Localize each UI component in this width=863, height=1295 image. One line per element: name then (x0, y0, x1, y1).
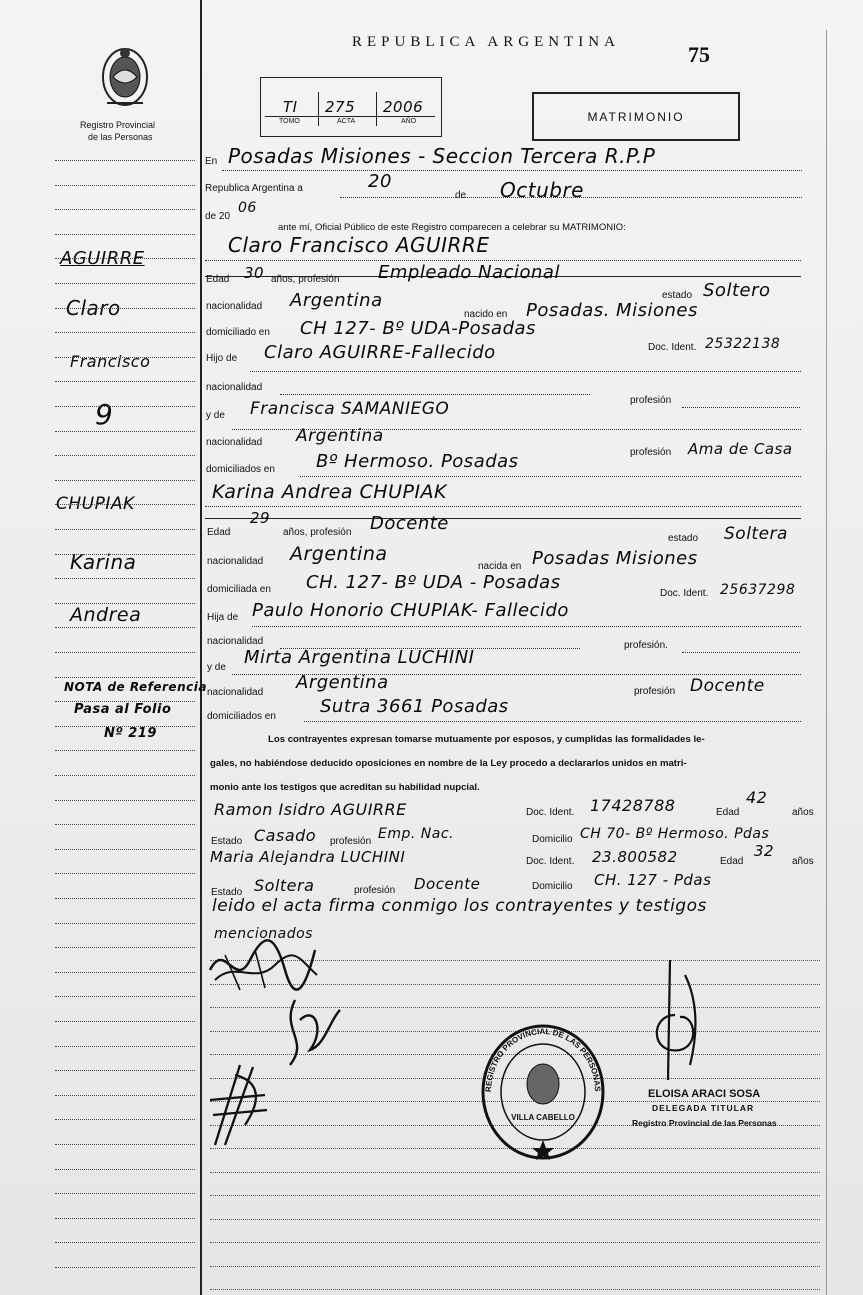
margin-dotted-rule (55, 1144, 195, 1145)
anio-label: AÑO (401, 118, 417, 125)
margin-dotted-rule (55, 160, 195, 161)
margin-note-line1: NOTA de Referencia (64, 680, 207, 694)
groom-father-prof-rule (682, 407, 800, 408)
margin-dotted-rule (55, 775, 195, 776)
witness2-profession: Docente (414, 875, 481, 893)
officer-name: ELOISA ARACI SOSA (648, 1088, 761, 1100)
bride-yde-label: y de (207, 662, 226, 673)
margin-dotted-rule (55, 677, 195, 678)
margin-dotted-rule (55, 480, 195, 481)
margin-rule (200, 0, 202, 1295)
witness2-doc: 23.800582 (592, 848, 678, 866)
witness1-age: 42 (746, 788, 768, 807)
tomo-value: TI (283, 98, 298, 116)
bottom-dotted-rule (210, 1195, 820, 1196)
bottom-dotted-rule (210, 1289, 820, 1290)
bride-domiciliada-label: domiciliada en (207, 584, 271, 595)
groom-father-rule (250, 371, 801, 372)
groom-address: CH 127- Bº UDA-Posadas (300, 318, 536, 339)
witness2-age: 32 (754, 842, 775, 860)
groom-age: 30 (244, 264, 265, 282)
groom-father-nat-label: nacionalidad (206, 382, 263, 393)
year-suffix: 06 (238, 200, 257, 216)
witness1-civil-status: Casado (254, 826, 317, 845)
officer-title: DELEGADA TITULAR (652, 1103, 755, 1113)
bride-age: 29 (250, 509, 271, 527)
bride-father-nat-label: nacionalidad (207, 636, 264, 647)
margin-dotted-rule (55, 357, 195, 358)
de-label: de (455, 190, 467, 201)
margin-dotted-rule (55, 1242, 195, 1243)
witness1-anos-label: años (792, 807, 814, 818)
official-seal (480, 1022, 606, 1162)
groom-nacionalidad-label: nacionalidad (206, 301, 263, 312)
margin-dotted-rule (55, 652, 195, 653)
bride-father-prof-rule (682, 652, 800, 653)
witness2-estado-label: Estado (211, 887, 243, 898)
witness1-doc: 17428788 (590, 796, 676, 815)
margin-dotted-rule (55, 1267, 195, 1268)
bride-mother-nationality: Argentina (296, 672, 389, 693)
margin-dotted-rule (55, 504, 195, 505)
margin-dotted-rule (55, 185, 195, 186)
witness2-address: CH. 127 - Pdas (594, 871, 712, 889)
margin-bride-name1: Karina (70, 550, 137, 574)
groom-birthplace: Posadas. Misiones (526, 300, 698, 321)
bride-mother-nat-label: nacionalidad (207, 687, 264, 698)
bride-nacionalidad-label: nacionalidad (207, 556, 264, 567)
groom-full-name: Claro Francisco AGUIRRE (228, 233, 490, 257)
bride-edad-label: Edad (207, 527, 231, 538)
margin-dotted-rule (55, 234, 195, 235)
margin-dotted-rule (55, 529, 195, 530)
bride-mother: Mirta Argentina LUCHINI (244, 647, 475, 668)
witness1-estado-label: Estado (211, 836, 243, 847)
margin-bride-name2: Andrea (70, 604, 142, 626)
seal-center-text: VILLA CABELLO (511, 1113, 575, 1122)
margin-dotted-rule (55, 824, 195, 825)
margin-groom-name2: Francisco (70, 352, 151, 371)
bride-full-name: Karina Andrea CHUPIAK (212, 481, 448, 503)
groom-father: Claro AGUIRRE-Fallecido (264, 342, 496, 363)
margin-dotted-rule (55, 1218, 195, 1219)
closing-line1: leido el acta firma conmigo los contrayentes y testigos (212, 896, 707, 916)
bottom-dotted-rule (210, 1242, 820, 1243)
declaration-line3: monio ante los testigos que acreditan su habilidad nupcial. (210, 782, 480, 793)
witness2-name: Maria Alejandra LUCHINI (210, 848, 406, 866)
margin-dotted-rule (55, 406, 195, 407)
margin-dotted-rule (55, 996, 195, 997)
en-label: En (205, 156, 218, 167)
acta-label: ACTA (337, 118, 356, 125)
margin-groom-surname: AGUIRRE (60, 248, 145, 269)
witness2-domicilio-label: Domicilio (532, 881, 573, 892)
witness1-domicilio-label: Domicilio (532, 834, 573, 845)
bottom-dotted-rule (210, 1266, 820, 1267)
groom-hijo-label: Hijo de (206, 353, 238, 364)
tomo-acta-anio-box (260, 77, 442, 137)
margin-dotted-rule (55, 258, 195, 259)
margin-dotted-rule (55, 209, 195, 210)
margin-dotted-rule (55, 455, 195, 456)
margin-dotted-rule (55, 923, 195, 924)
witness1-name: Ramon Isidro AGUIRRE (214, 800, 407, 819)
margin-dotted-rule (55, 947, 195, 948)
bride-mother-profession: Docente (690, 676, 765, 696)
margin-dotted-rule (55, 1119, 195, 1120)
bride-doc-label: Doc. Ident. (660, 588, 709, 599)
groom-nacido-label: nacido en (464, 309, 508, 320)
margin-dotted-rule (55, 283, 195, 284)
groom-mother-nat-label: nacionalidad (206, 437, 263, 448)
groom-estado-label: estado (662, 290, 693, 301)
bride-nacida-label: nacida en (478, 561, 522, 572)
margin-dotted-rule (55, 1095, 195, 1096)
margin-note-line2: Pasa al Folio (74, 702, 172, 717)
margin-dotted-rule (55, 1070, 195, 1071)
bride-father-prof-label: profesión. (624, 640, 668, 651)
bride-mother-prof-label: profesión (634, 686, 676, 697)
month-value: Octubre (500, 178, 584, 202)
margin-dotted-rule (55, 431, 195, 432)
groom-name-rule (205, 260, 801, 261)
groom-profession: Empleado Nacional (378, 262, 560, 283)
box-baseline (265, 116, 435, 117)
groom-mother-profession: Ama de Casa (688, 440, 793, 458)
bottom-dotted-rule (210, 1172, 820, 1173)
act-type-label: MATRIMONIO (587, 110, 685, 124)
date-rule (340, 197, 802, 198)
margin-dotted-rule (55, 308, 195, 309)
page-number: 75 (688, 42, 710, 67)
signature-bride (270, 990, 350, 1070)
anio-value: 2006 (383, 98, 424, 116)
margin-dotted-rule (55, 800, 195, 801)
bride-father-rule (252, 626, 801, 627)
header-title: REPUBLICA ARGENTINA (352, 34, 620, 50)
bride-name-rule (205, 506, 801, 507)
statement: ante mí, Oficial Público de este Registro comparecen a celebrar su MATRIMONIO: (278, 222, 626, 233)
signature-witness (205, 1055, 275, 1150)
declaration-line1: Los contrayentes expresan tomarse mutuamente por esposos, y cumplidas las formalidades le- (268, 734, 705, 745)
margin-dotted-rule (55, 972, 195, 973)
witness1-profesion-label: profesión (330, 836, 372, 847)
acta-divider (376, 92, 377, 126)
bottom-dotted-rule (210, 1219, 820, 1220)
margin-dotted-rule (55, 381, 195, 382)
bride-parents-address: Sutra 3661 Posadas (320, 696, 509, 717)
republica-label: Republica Argentina a (205, 183, 303, 194)
margin-dotted-rule (55, 701, 195, 702)
seal-ring-text: REGISTRO PROVINCIAL DE LAS PERSONAS (483, 1026, 603, 1093)
registry-line2: de las Personas (88, 132, 153, 142)
witness2-doc-label: Doc. Ident. (526, 856, 575, 867)
witness2-anos-label: años (792, 856, 814, 867)
bride-anos-profesion-label: años, profesión (283, 527, 352, 538)
margin-dotted-rule (55, 554, 195, 555)
margin-dotted-rule (55, 627, 195, 628)
groom-parents-dom-label: domiciliados en (206, 464, 275, 475)
margin-dotted-rule (55, 1193, 195, 1194)
groom-domiciliado-label: domiciliado en (206, 327, 270, 338)
page-right-edge (826, 30, 827, 1295)
place-value: Posadas Misiones - Seccion Tercera R.P.P (228, 144, 656, 168)
groom-father-nat-rule (280, 394, 590, 395)
groom-doc: 25322138 (705, 336, 781, 352)
margin-bride-surname: CHUPIAK (56, 494, 135, 514)
officer-office: Registro Provincial de las Personas (632, 1118, 777, 1128)
groom-mother-prof-label: profesión (630, 447, 672, 458)
bride-parents-dom-label: domiciliados en (207, 711, 276, 722)
margin-dotted-rule (55, 1046, 195, 1047)
bride-civil-status: Soltera (724, 524, 788, 544)
declaration-line2: gales, no habiéndose deducido oposiciones en nombre de la Ley procedo a declararlos unidos en matri- (210, 758, 687, 769)
signature-officer (640, 955, 710, 1085)
margin-dotted-rule (55, 726, 195, 727)
witness2-edad-label: Edad (720, 856, 744, 867)
bride-profession: Docente (370, 513, 449, 534)
margin-dotted-rule (55, 603, 195, 604)
bride-father: Paulo Honorio CHUPIAK- Fallecido (252, 600, 569, 621)
groom-parents-address: Bº Hermoso. Posadas (316, 451, 519, 472)
bride-birthplace: Posadas Misiones (532, 548, 698, 569)
margin-dotted-rule (55, 1169, 195, 1170)
margin-dotted-rule (55, 898, 195, 899)
witness2-civil-status: Soltera (254, 876, 315, 895)
witness1-profession: Emp. Nac. (378, 826, 454, 842)
groom-anos-profesion-label: años, profesión (271, 274, 340, 285)
groom-mother-nationality: Argentina (296, 426, 384, 446)
groom-father-prof-label: profesión (630, 395, 672, 406)
margin-dotted-rule (55, 849, 195, 850)
groom-edad-label: Edad (206, 274, 230, 285)
closing-line2: mencionados (214, 926, 313, 942)
registry-emblem-icon (95, 43, 155, 113)
witness1-edad-label: Edad (716, 807, 740, 818)
acta-value: 275 (325, 98, 356, 116)
groom-mother: Francisca SAMANIEGO (250, 399, 450, 419)
bride-estado-label: estado (668, 533, 699, 544)
margin-dotted-rule (55, 873, 195, 874)
margin-note-line3: Nº 219 (104, 726, 157, 741)
margin-dotted-rule (55, 750, 195, 751)
tomo-divider (318, 92, 319, 126)
day-value: 20 (368, 171, 392, 192)
margin-number: 9 (95, 398, 114, 431)
witness2-profesion-label: profesión (354, 885, 396, 896)
act-type-box (532, 92, 740, 141)
bride-parents-rule (304, 721, 801, 722)
groom-doc-label: Doc. Ident. (648, 342, 697, 353)
bride-address: CH. 127- Bº UDA - Posadas (306, 572, 561, 593)
groom-civil-status: Soltero (703, 280, 771, 301)
groom-nationality: Argentina (290, 290, 383, 311)
groom-parents-rule (300, 476, 801, 477)
groom-yde-label: y de (206, 410, 225, 421)
bride-nationality: Argentina (290, 543, 388, 565)
year-prefix: de 20 (205, 211, 231, 222)
margin-groom-name1: Claro (66, 296, 121, 320)
bride-doc: 25637298 (720, 582, 796, 598)
witness1-address: CH 70- Bº Hermoso. Pdas (580, 826, 770, 842)
witness1-doc-label: Doc. Ident. (526, 807, 575, 818)
place-rule (222, 170, 802, 171)
registry-line1: Registro Provincial (80, 120, 156, 130)
margin-dotted-rule (55, 332, 195, 333)
margin-dotted-rule (55, 578, 195, 579)
bride-hija-label: Hija de (207, 612, 239, 623)
margin-dotted-rule (55, 1021, 195, 1022)
tomo-label: TOMO (279, 118, 300, 125)
bride-separator (205, 518, 801, 519)
